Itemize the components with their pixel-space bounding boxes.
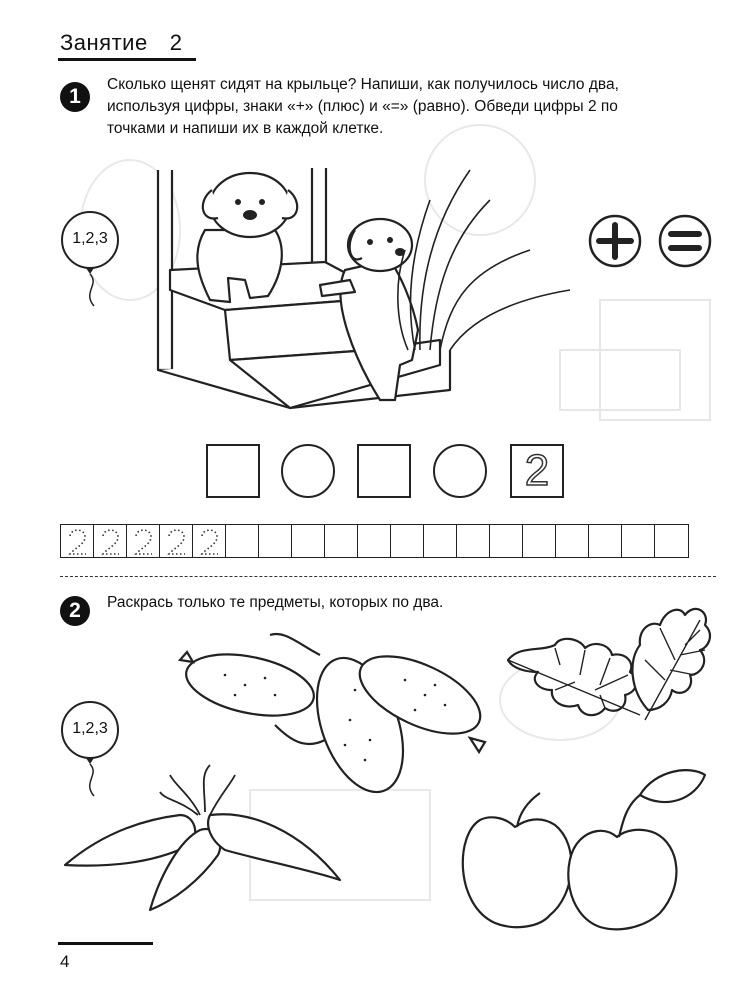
writing-cell-empty[interactable] bbox=[390, 524, 425, 558]
task1-balloon bbox=[60, 210, 124, 310]
task1-text-line2: используя цифры, знаки «+» (плюс) и «=» (равно). Обведи цифры 2 по bbox=[107, 98, 618, 115]
writing-cell-empty[interactable] bbox=[654, 524, 689, 558]
title-underline bbox=[58, 58, 196, 61]
writing-cell-empty[interactable] bbox=[357, 524, 392, 558]
dotted-digit-result: 2 bbox=[524, 446, 550, 495]
writing-cell-traced[interactable] bbox=[60, 524, 95, 558]
writing-cell-empty[interactable] bbox=[225, 524, 260, 558]
answer-box-circle-2[interactable] bbox=[433, 444, 487, 498]
writing-cell-empty[interactable] bbox=[522, 524, 557, 558]
writing-cell-empty[interactable] bbox=[555, 524, 590, 558]
task1-instructions bbox=[107, 74, 619, 140]
oak-leaves-illustration[interactable] bbox=[500, 590, 715, 740]
apples-illustration[interactable] bbox=[455, 765, 710, 935]
task1-number-badge: 1 bbox=[60, 82, 90, 112]
answer-box-square-2[interactable] bbox=[357, 444, 411, 498]
balloon-label: 1,2,3 bbox=[72, 230, 108, 247]
writing-cell-traced[interactable] bbox=[93, 524, 128, 558]
answer-box-square-result[interactable] bbox=[510, 444, 564, 498]
writing-cell-traced[interactable] bbox=[159, 524, 194, 558]
writing-cell-empty[interactable] bbox=[456, 524, 491, 558]
answer-box-square-1[interactable] bbox=[206, 444, 260, 498]
task1-text-line1: Сколько щенят сидят на крыльце? Напиши, как получилось число два, bbox=[107, 76, 619, 93]
task2-instructions: Раскрась только те предметы, которых по два. bbox=[107, 594, 444, 611]
page-number-underline bbox=[58, 942, 153, 945]
lesson-title bbox=[60, 30, 182, 56]
equals-sign-icon bbox=[658, 214, 714, 270]
digit-writing-row bbox=[60, 524, 687, 558]
lesson-title-label: Занятие bbox=[60, 30, 148, 55]
answer-box-circle-1[interactable] bbox=[281, 444, 335, 498]
task2-number-badge: 2 bbox=[60, 596, 90, 626]
task1-text-line3: точками и напиши их в каждой клетке. bbox=[107, 120, 384, 137]
writing-cell-empty[interactable] bbox=[588, 524, 623, 558]
page-number: 4 bbox=[60, 952, 70, 971]
writing-cell-empty[interactable] bbox=[258, 524, 293, 558]
section-divider bbox=[60, 576, 716, 577]
writing-cell-traced[interactable] bbox=[192, 524, 227, 558]
writing-cell-empty[interactable] bbox=[489, 524, 524, 558]
carrots-illustration[interactable] bbox=[60, 760, 350, 930]
lesson-number: 2 bbox=[169, 30, 183, 55]
writing-cell-traced[interactable] bbox=[126, 524, 161, 558]
puppies-porch-illustration bbox=[150, 160, 580, 420]
writing-cell-empty[interactable] bbox=[423, 524, 458, 558]
writing-cell-empty[interactable] bbox=[621, 524, 656, 558]
balloon-icon bbox=[60, 210, 124, 310]
writing-cell-empty[interactable] bbox=[291, 524, 326, 558]
writing-cell-empty[interactable] bbox=[324, 524, 359, 558]
balloon-label: 1,2,3 bbox=[72, 720, 108, 737]
plus-sign-icon bbox=[588, 214, 644, 270]
